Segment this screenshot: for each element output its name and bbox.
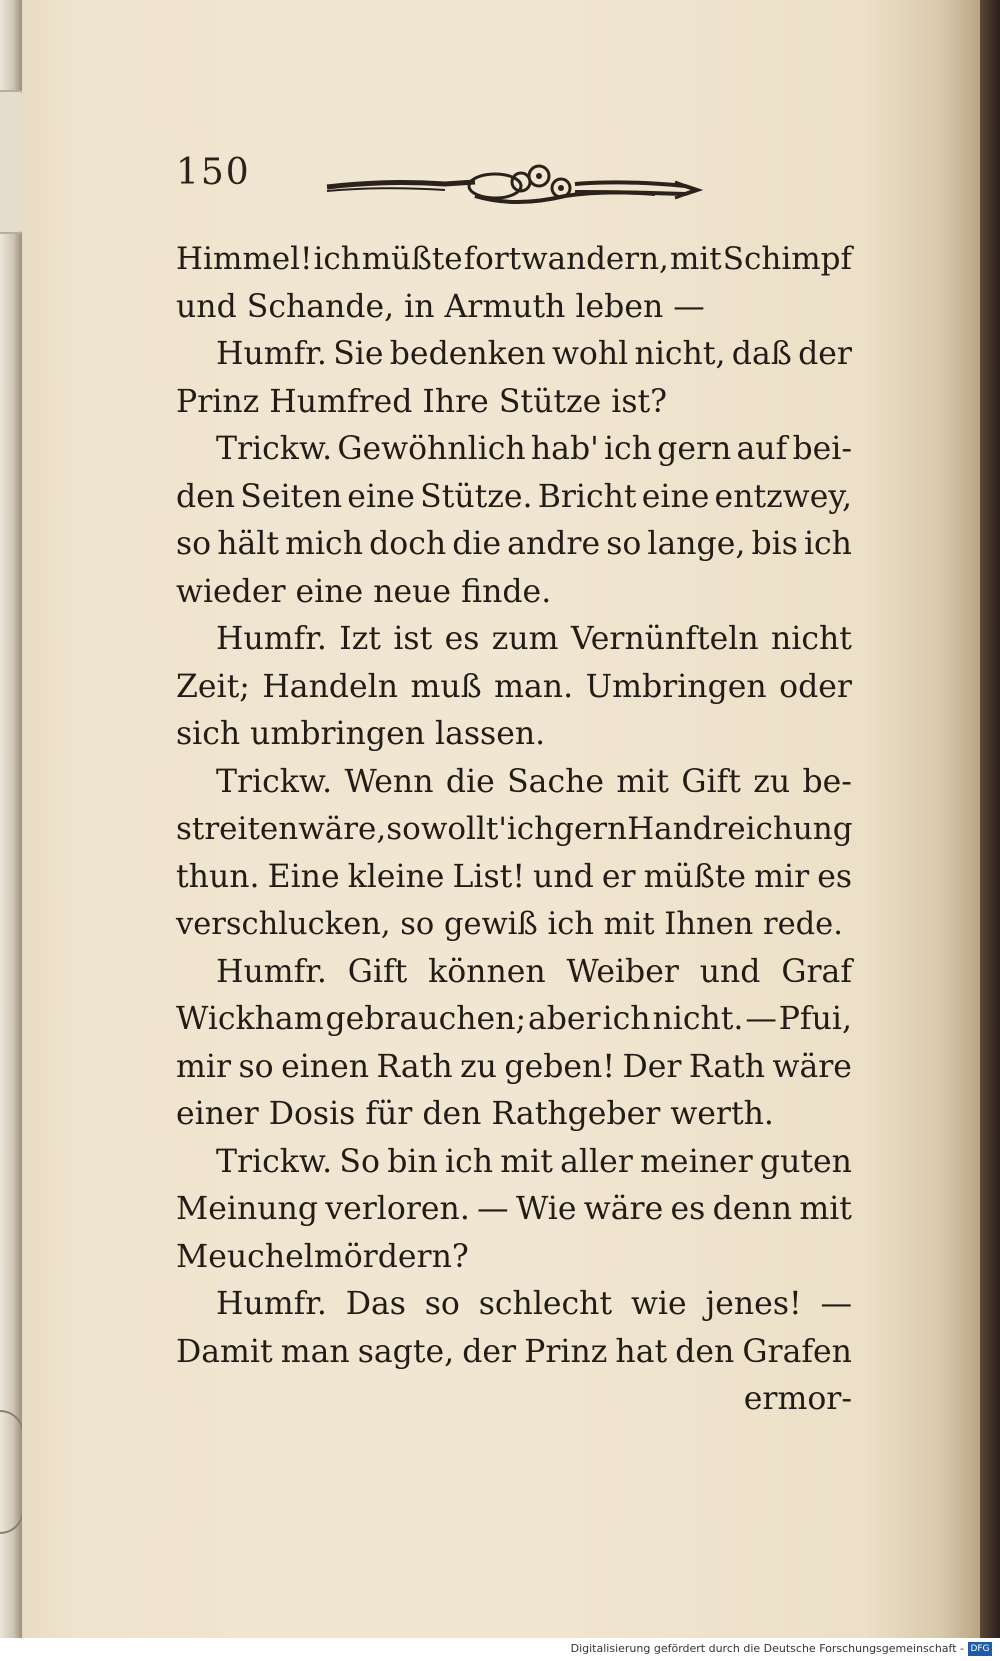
word: es [817,858,852,895]
word: mit [669,241,722,277]
text-line [176,236,852,284]
word: wäre [583,1191,664,1227]
word: mit [616,763,669,800]
word: Meinung [176,1191,318,1227]
word: auf [736,431,788,467]
word: Izt [339,621,381,657]
text-line: Prinz Humfred Ihre Stütze ist? [176,383,668,420]
word: ist [393,621,433,657]
word: der [798,336,852,372]
word: hält [217,526,280,562]
word: Rath [376,1048,453,1085]
word: List! [452,858,525,895]
word: nicht, [634,336,726,372]
word: oder [779,668,852,705]
word: Zeit; [176,668,250,705]
text-line: Meuchelmördern? [176,1238,469,1275]
word: den [176,478,236,515]
text-line: wieder eine neue finde. [176,573,552,610]
word: Himmel! [176,241,313,277]
word: ich [445,1143,494,1180]
word: Damit [176,1333,273,1370]
footer-credit: Digitalisierung gefördert durch die Deutsche Forschungsgemeinschaft - [570,1642,964,1655]
word: müßte [361,241,463,277]
word: hat [615,1333,668,1370]
word: nicht. [652,1001,744,1037]
word: er [601,858,636,895]
word: Der [622,1048,682,1085]
word: wäre [772,1048,852,1085]
word: so [386,811,421,847]
word: Gift [347,953,408,990]
word: wie [630,1286,687,1322]
word: zu [753,763,791,800]
text-line: einer Dosis für den Rathgeber werth. [176,1096,774,1132]
word: Gewöhnlich [337,431,526,467]
word: Bricht [537,478,637,515]
word: streiten [176,811,299,847]
word: Schimpf [722,241,852,277]
text-line [176,521,852,569]
word: — [820,1286,852,1322]
word: wäre, [298,811,387,847]
word: hab' [530,431,599,467]
word: Rath [688,1048,766,1085]
word: sagte, [357,1333,455,1370]
page-clip-bottom [0,1410,24,1534]
word: gebrauchen; [325,1001,527,1037]
word: Handeln [262,668,399,705]
word: zu [460,1048,497,1085]
word: geben! [504,1048,615,1085]
book-spine [980,0,1000,1638]
word: so [238,1048,274,1085]
word: Humfr. [216,1286,327,1322]
text-line [176,1329,852,1377]
word: ich [602,1001,651,1037]
word: muß [410,668,482,705]
word: mich [285,526,363,562]
word: und [533,858,594,895]
word: wohl [551,336,629,372]
text-line: und Schande, in Armuth leben — [176,288,705,325]
page-number: 150 [176,152,251,193]
word: gern [657,431,732,467]
word: man. [494,668,574,705]
word: Stütze. [420,478,533,515]
word: bedenken [389,336,546,372]
word: Humfr. [216,953,327,990]
text-line: verschlucken, so gewiß ich mit Ihnen rede. [176,907,843,942]
text-line [176,949,852,997]
word: aber [527,1001,601,1037]
word: verloren. [325,1191,470,1227]
word: zum [491,621,559,657]
word: es [444,621,480,657]
word: meiner [640,1143,753,1180]
word: Eine [267,858,340,895]
word: ich [506,811,555,847]
word: einen [281,1048,369,1085]
word: Vernünfteln [570,621,759,657]
word: entzwey, [714,478,852,515]
word: es [670,1191,706,1227]
word: mit [500,1143,553,1180]
word: Gift [681,763,741,800]
text-line [176,1044,852,1092]
text-line [176,854,852,902]
text-line: sich umbringen lassen. [176,716,546,752]
word: gern [554,811,628,847]
word: bin [387,1143,438,1180]
word: Prinz [524,1333,608,1370]
word: Pfui, [778,1001,852,1037]
word: Trickw. [216,1143,333,1180]
text-line [176,1139,852,1187]
word: doch [369,526,447,562]
word: kleine [347,858,445,895]
dfg-logo-icon: DFG [968,1642,992,1656]
word: thun. [176,858,260,895]
word: aller [560,1143,633,1180]
word: mit [799,1191,852,1227]
word: mir [754,858,810,895]
word: fortwandern, [463,241,669,277]
word: Graf [781,953,852,990]
word: die [445,763,495,800]
text-block [176,236,852,1424]
word: schlecht [478,1286,613,1322]
word: bis [751,526,798,562]
ornament-vignette [325,160,705,214]
word: eine [347,478,415,515]
word: nicht [771,621,852,657]
word: Weiber [566,953,679,990]
text-line [176,1186,852,1234]
word: be- [802,763,852,800]
word: Seiten [240,478,343,515]
word: Handreichung [627,811,853,847]
word: so [176,526,212,562]
word: die [452,526,502,562]
word: guten [759,1143,852,1180]
word: Trickw. [216,431,333,467]
word: denn [712,1191,793,1227]
text-line [176,474,852,522]
word: Trickw. [216,763,333,800]
word: jenes! [705,1286,802,1322]
word: mir [176,1048,232,1085]
text-line [176,616,852,664]
word: so [606,526,642,562]
word: ich [803,526,852,562]
word: und [699,953,761,990]
word: den [675,1333,735,1370]
text-line [176,759,852,807]
text-line [176,426,852,474]
word: bei- [792,431,852,467]
text-line [176,1281,852,1329]
word: wollt' [420,811,507,847]
word: ich [603,431,652,467]
text-line [176,996,852,1044]
word: Wenn [344,763,434,800]
text-line [176,331,852,379]
word: So [339,1143,380,1180]
word: so [424,1286,460,1322]
word: Humfr. [216,336,327,372]
text-line: ermor- [743,1381,852,1417]
word: Das [345,1286,406,1322]
word: Grafen [742,1333,852,1370]
word: Sache [507,763,605,800]
word: müßte [643,858,747,895]
text-line [176,806,852,854]
word: Umbringen [585,668,767,705]
word: können [428,953,546,990]
word: daß [731,336,792,372]
word: man [280,1333,350,1370]
word: — [745,1001,777,1037]
word: Wie [515,1191,577,1227]
word: andre [507,526,601,562]
word: ich [313,241,361,277]
word: eine [641,478,710,515]
word: Sie [333,336,384,372]
word: Humfr. [216,621,327,657]
word: lange, [647,526,746,562]
text-line [176,664,852,712]
word: — [477,1191,509,1227]
word: der [462,1333,517,1370]
word: Wickham [176,1001,324,1037]
